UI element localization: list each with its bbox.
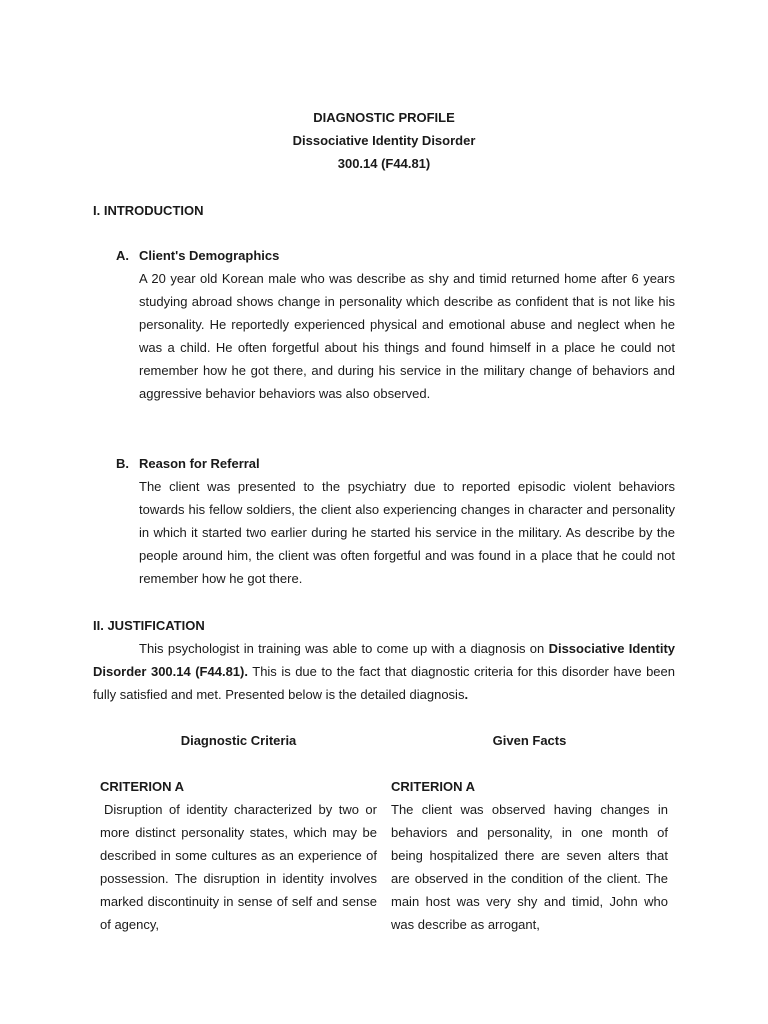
diagnosis-name: Dissociative Identity Disorder 300.14 (F44.81).: [93, 641, 675, 680]
criterion-a-text: Disruption of identity characterized by two or more distinct personality states, which may be described in some cultures as an experience of possession. The disruption in identity involves marked discontinuity in sense of self and sense of agency,: [100, 802, 377, 933]
doc-subtitle: Dissociative Identity Disorder: [292, 133, 476, 148]
paragraph-referral: The client was presented to the psychiatry due to reported episodic violent behaviors towards his fellow soldiers, the client also experiencing changes in character and personality in which it started two earlier during he started his service in the military. As describe by the people around him, the client was often forgetful and was found in a place that he could not remember how he got there.: [139, 479, 675, 587]
doc-code: 300.14 (F44.81): [337, 156, 431, 171]
table-header-facts: Given Facts: [492, 733, 567, 748]
given-facts-a-text: The client was observed having changes in behaviors and personality, in one month of being hospitalized there are seven alters that are observed in the condition of the client. The main host was very shy and timid, John who was describe as arrogant,: [391, 802, 668, 933]
criterion-a-label-right: CRITERION A: [391, 779, 476, 794]
doc-title: DIAGNOSTIC PROFILE: [313, 110, 455, 125]
table-header-criteria: Diagnostic Criteria: [180, 733, 297, 748]
section-heading-introduction: I. INTRODUCTION: [93, 203, 204, 218]
list-marker-b: B.: [116, 456, 129, 471]
criterion-a-label-left: CRITERION A: [100, 779, 185, 794]
paragraph-demographics: A 20 year old Korean male who was describe as shy and timid returned home after 6 years studying abroad shows change in personality which describe as confident that is not like his personality. He reportedly experienced physical and emotional abuse and neglect when he was a child. He often forgetful about his things and found himself in a place he could not remember how he got there, and during his service in the military change of behaviors and aggressive behavior behaviors was also observed.: [139, 271, 675, 402]
list-marker-a: A.: [116, 248, 129, 263]
subheading-demographics: Client's Demographics: [139, 248, 280, 263]
paragraph-justification: This psychologist in training was able to come up with a diagnosis on Dissociative Identity Disorder 300.14 (F44.81). This is due to the fact that diagnostic criteria for this disorder have been fully satisfied and met. Presented below is the detailed diagnosis.: [93, 641, 675, 703]
section-heading-justification: II. JUSTIFICATION: [93, 618, 205, 633]
subheading-referral: Reason for Referral: [139, 456, 260, 471]
